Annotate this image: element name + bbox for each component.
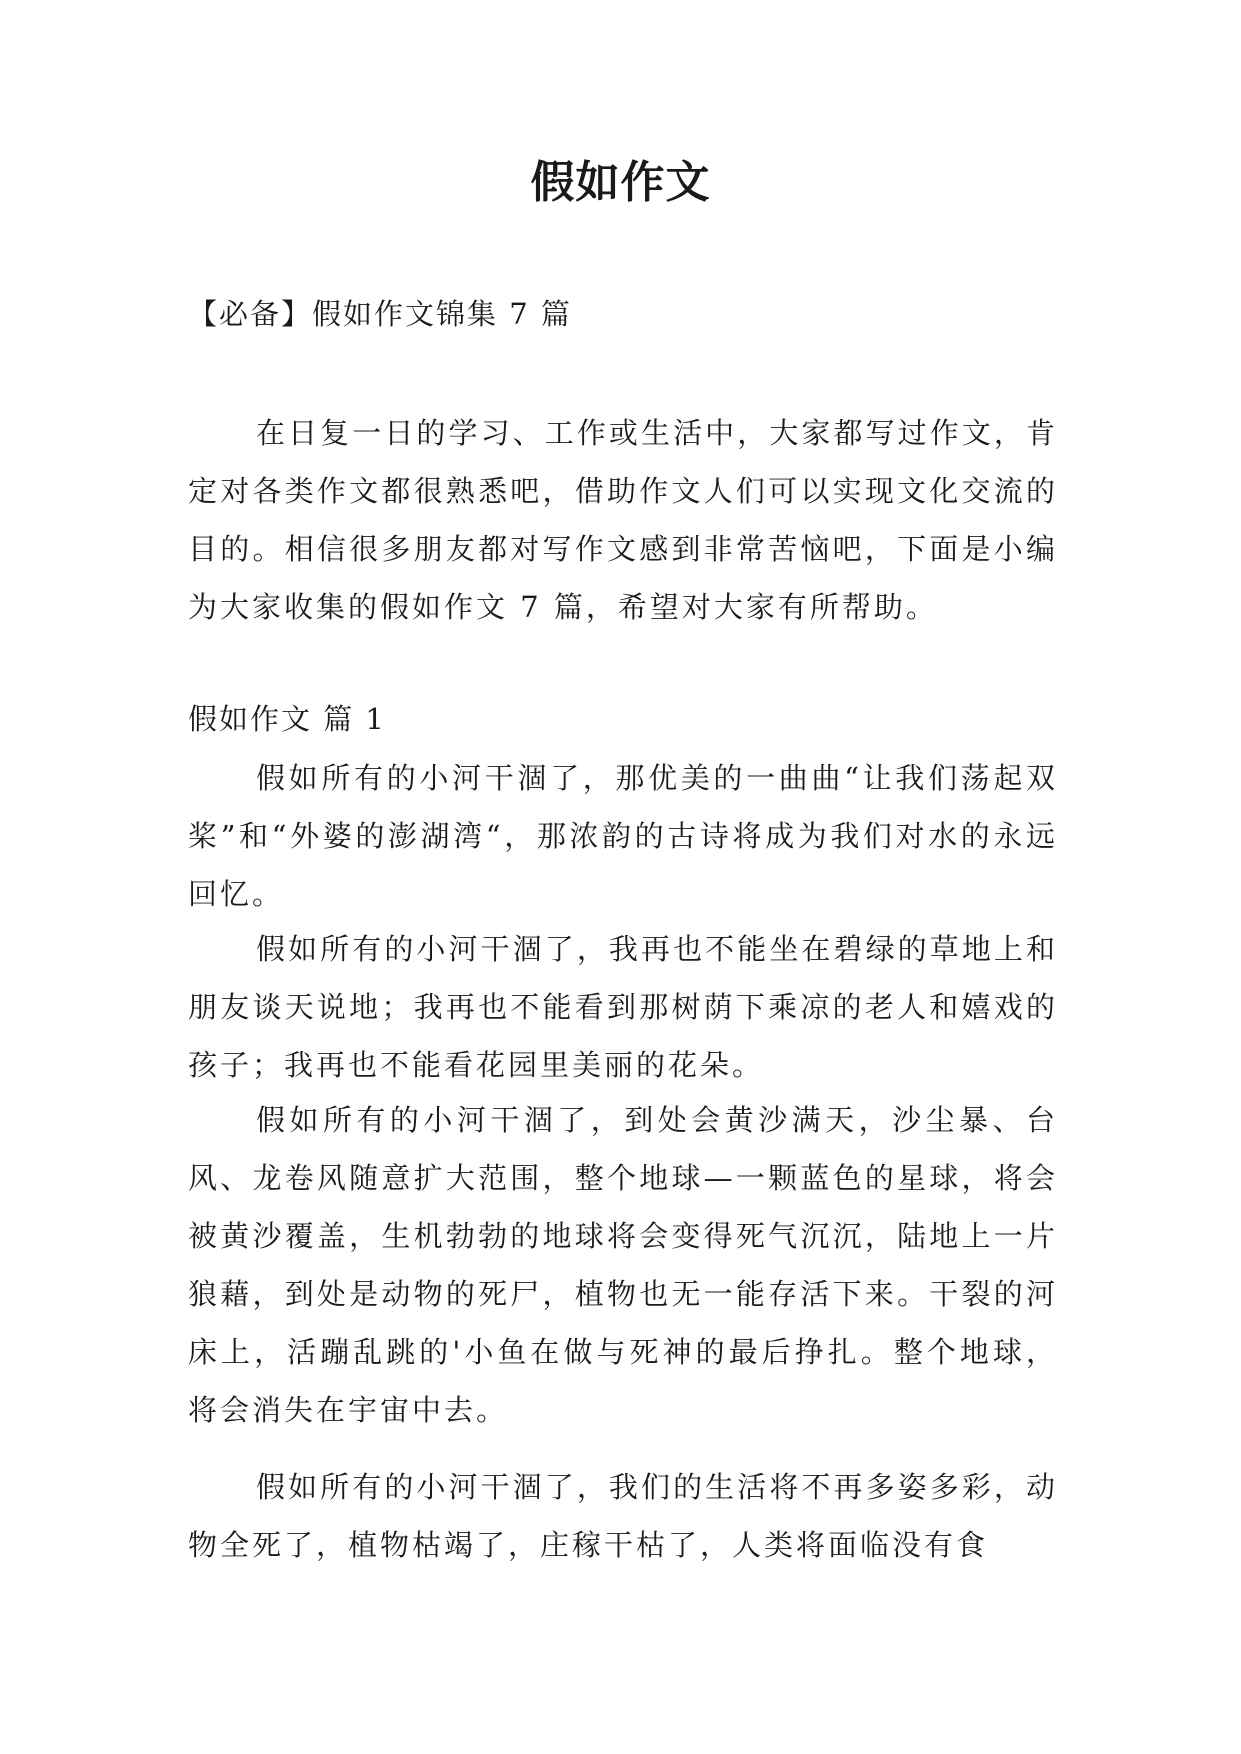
document-subtitle: 【必备】假如作文锦集 7 篇 — [188, 297, 572, 331]
body-paragraph: 假如所有的小河干涸了，我再也不能坐在碧绿的草地上和朋友谈天说地；我再也不能看到那树荫下乘凉的老人和嬉戏的孩子；我再也不能看花园里美丽的花朵。 — [188, 932, 1058, 1082]
body-paragraph: 假如所有的小河干涸了，到处会黄沙满天，沙尘暴、台风、龙卷风随意扩大范围，整个地球—一颗蓝色的星球，将会被黄沙覆盖，生机勃勃的地球将会变得死气沉沉，陆地上一片狼藉，到处是动物的死尸，植物也无一能存活下来。干裂的河床上，活蹦乱跳的'小鱼在做与死神的最后挣扎。整个地球，将会消失在宇宙中去。 — [188, 1103, 1058, 1427]
document-title: 假如作文 — [530, 157, 711, 208]
section-heading: 假如作文 篇 1 — [188, 702, 386, 736]
body-paragraph: 假如所有的小河干涸了，那优美的一曲曲“让我们荡起双桨”和“外婆的澎湖湾“，那浓韵的古诗将成为我们对水的永远回忆。 — [188, 761, 1058, 911]
intro-paragraph: 在日复一日的学习、工作或生活中，大家都写过作文，肯定对各类作文都很熟悉吧，借助作文人们可以实现文化交流的目的。相信很多朋友都对写作文感到非常苦恼吧，下面是小编为大家收集的假如作文 7 篇，希望对大家有所帮助。 — [188, 416, 1058, 624]
body-paragraph: 假如所有的小河干涸了，我们的生活将不再多姿多彩，动物全死了，植物枯竭了，庄稼干枯了，人类将面临没有食 — [188, 1470, 1058, 1562]
